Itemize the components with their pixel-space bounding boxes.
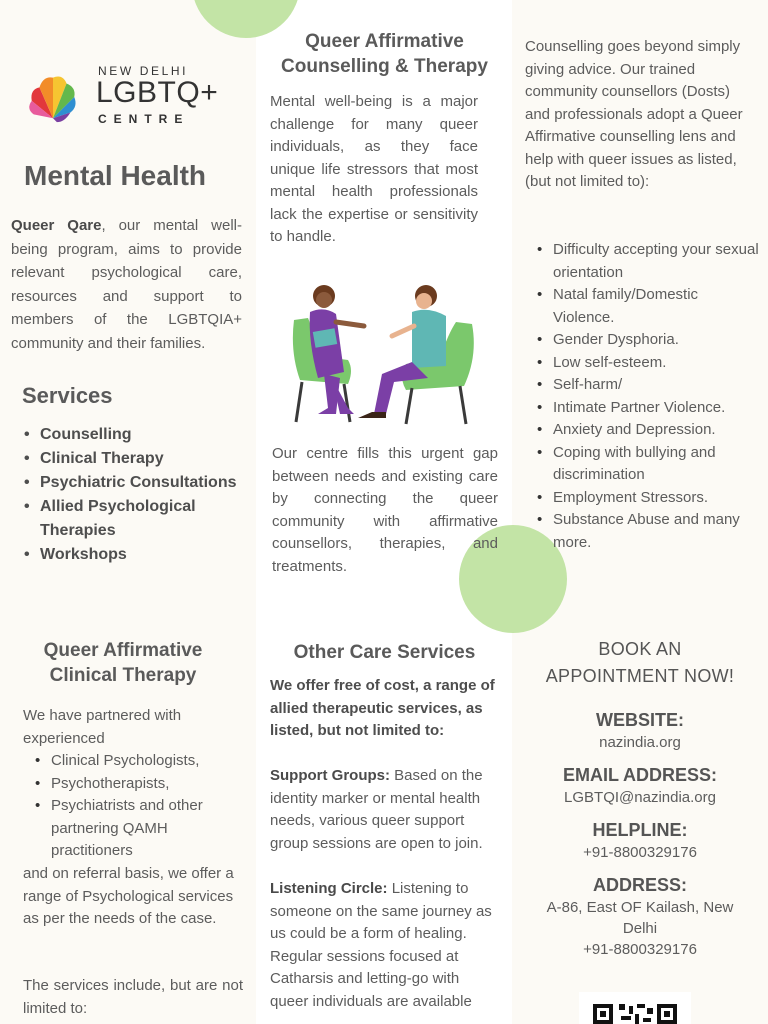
rainbow-hand-logo-icon (24, 68, 82, 126)
service-item: • Workshops (22, 543, 252, 567)
support-groups-text: Based on the identity marker or mental health needs, various queer support group sessions are open to join. (270, 767, 483, 852)
issue-item: • Natal family/Domestic Violence. (525, 284, 761, 329)
support-groups-label: Support Groups: (270, 767, 390, 784)
service-item: • Clinical Therapy (22, 447, 252, 471)
clinical-partners-list (23, 750, 245, 863)
logo-city-text: NEW DELHI (98, 64, 189, 78)
issue-item: • Gender Dysphoria. (525, 329, 761, 352)
issue-item: • Substance Abuse and many more. (525, 509, 761, 554)
logo-centre-text: CENTRE (98, 112, 190, 126)
counselling-heading: Queer Affirmative Counselling & Therapy (281, 31, 488, 77)
page-title: Mental Health (24, 160, 207, 191)
services-list (22, 423, 252, 567)
listening-circle-label: Listening Circle: (270, 880, 388, 897)
other-care-intro: We offer free of cost, a range of allied therapeutic services, as listed, but not limited to: (270, 677, 495, 739)
address-label: ADDRESS: (592, 875, 687, 895)
email-link[interactable]: LGBTQI@nazindia.org (564, 789, 716, 806)
listening-circle-paragraph (270, 878, 498, 1013)
service-item: • Allied Psychological Therapies (22, 495, 252, 543)
website-label: WEBSITE: (596, 710, 684, 730)
support-groups-paragraph (270, 765, 498, 855)
partner-item: • Clinical Psychologists, (23, 750, 245, 773)
clinical-intro: We have partnered with experienced (23, 707, 182, 747)
service-item: • Counselling (22, 423, 252, 447)
partner-item: • Psychiatrists and other partnering QAMH practitioners (23, 795, 245, 863)
website-link[interactable]: nazindia.org (599, 734, 681, 751)
logo-main-text: LGBTQ+ (96, 76, 219, 109)
partner-item: • Psychotherapists, (23, 773, 245, 796)
issue-item: • Intimate Partner Violence. (525, 397, 761, 420)
clinical-paragraph: and on referral basis, we offer a range of Psychological services as per the needs of the case. (23, 865, 234, 927)
helpline-number[interactable]: +91-8800329176 (583, 844, 697, 861)
clinical-heading: Queer Affirmative Clinical Therapy (43, 640, 203, 686)
book-appointment-heading: BOOK AN APPOINTMENT NOW! (545, 639, 735, 686)
intro-text: , our mental well-being program, aims to provide relevant psychological care, resources and support to members of the LGBTQIA+ community and their families. (11, 217, 242, 352)
issues-list (525, 239, 761, 554)
helpline-label: HELPLINE: (592, 820, 688, 840)
address-text: A-86, East OF Kailash, New Delhi (546, 899, 734, 937)
counselling-paragraph: Mental well-being is a major challenge for many queer individuals, as they face unique life stressors that most mental health professionals lack the expertise or sensitivity to handle. (270, 93, 478, 245)
centre-paragraph: Our centre fills this urgent gap between needs and existing care by connecting the queer community with affirmative counsellors, therapies, and treatments. (272, 445, 498, 575)
issue-item: • Self-harm/ (525, 374, 761, 397)
program-name: Queer Qare (11, 217, 102, 234)
email-label: EMAIL ADDRESS: (562, 765, 717, 785)
contact-block (512, 636, 768, 960)
clinical-services-intro: The services include, but are not limited to: (23, 977, 243, 1017)
issue-item: • Employment Stressors. (525, 487, 761, 510)
listening-circle-text: Listening to someone on the same journey as us could be a form of healing. Regular sessions focused at Catharsis and letting-go with queer individuals are available (270, 880, 492, 1010)
other-care-heading: Other Care Services (293, 642, 476, 663)
centre-logo (24, 64, 234, 130)
services-heading: Services (22, 383, 113, 408)
counselling-illustration-icon (288, 282, 478, 430)
intro-paragraph (11, 214, 242, 355)
issue-item: • Coping with bullying and discrimination (525, 442, 761, 487)
service-item: • Psychiatric Consultations (22, 471, 252, 495)
qr-code-icon (579, 992, 691, 1024)
counselling-description: Counselling goes beyond simply giving advice. Our trained community counsellors (Dosts) and professionals adopt a Queer Affirmative counselling lens and help with queer issues as listed, (but not limited to): (525, 38, 743, 190)
issue-item: • Low self-esteem. (525, 352, 761, 375)
issue-item: • Anxiety and Depression. (525, 419, 761, 442)
issue-item: • Difficulty accepting your sexual orientation (525, 239, 761, 284)
address-phone[interactable]: +91-8800329176 (583, 941, 697, 958)
